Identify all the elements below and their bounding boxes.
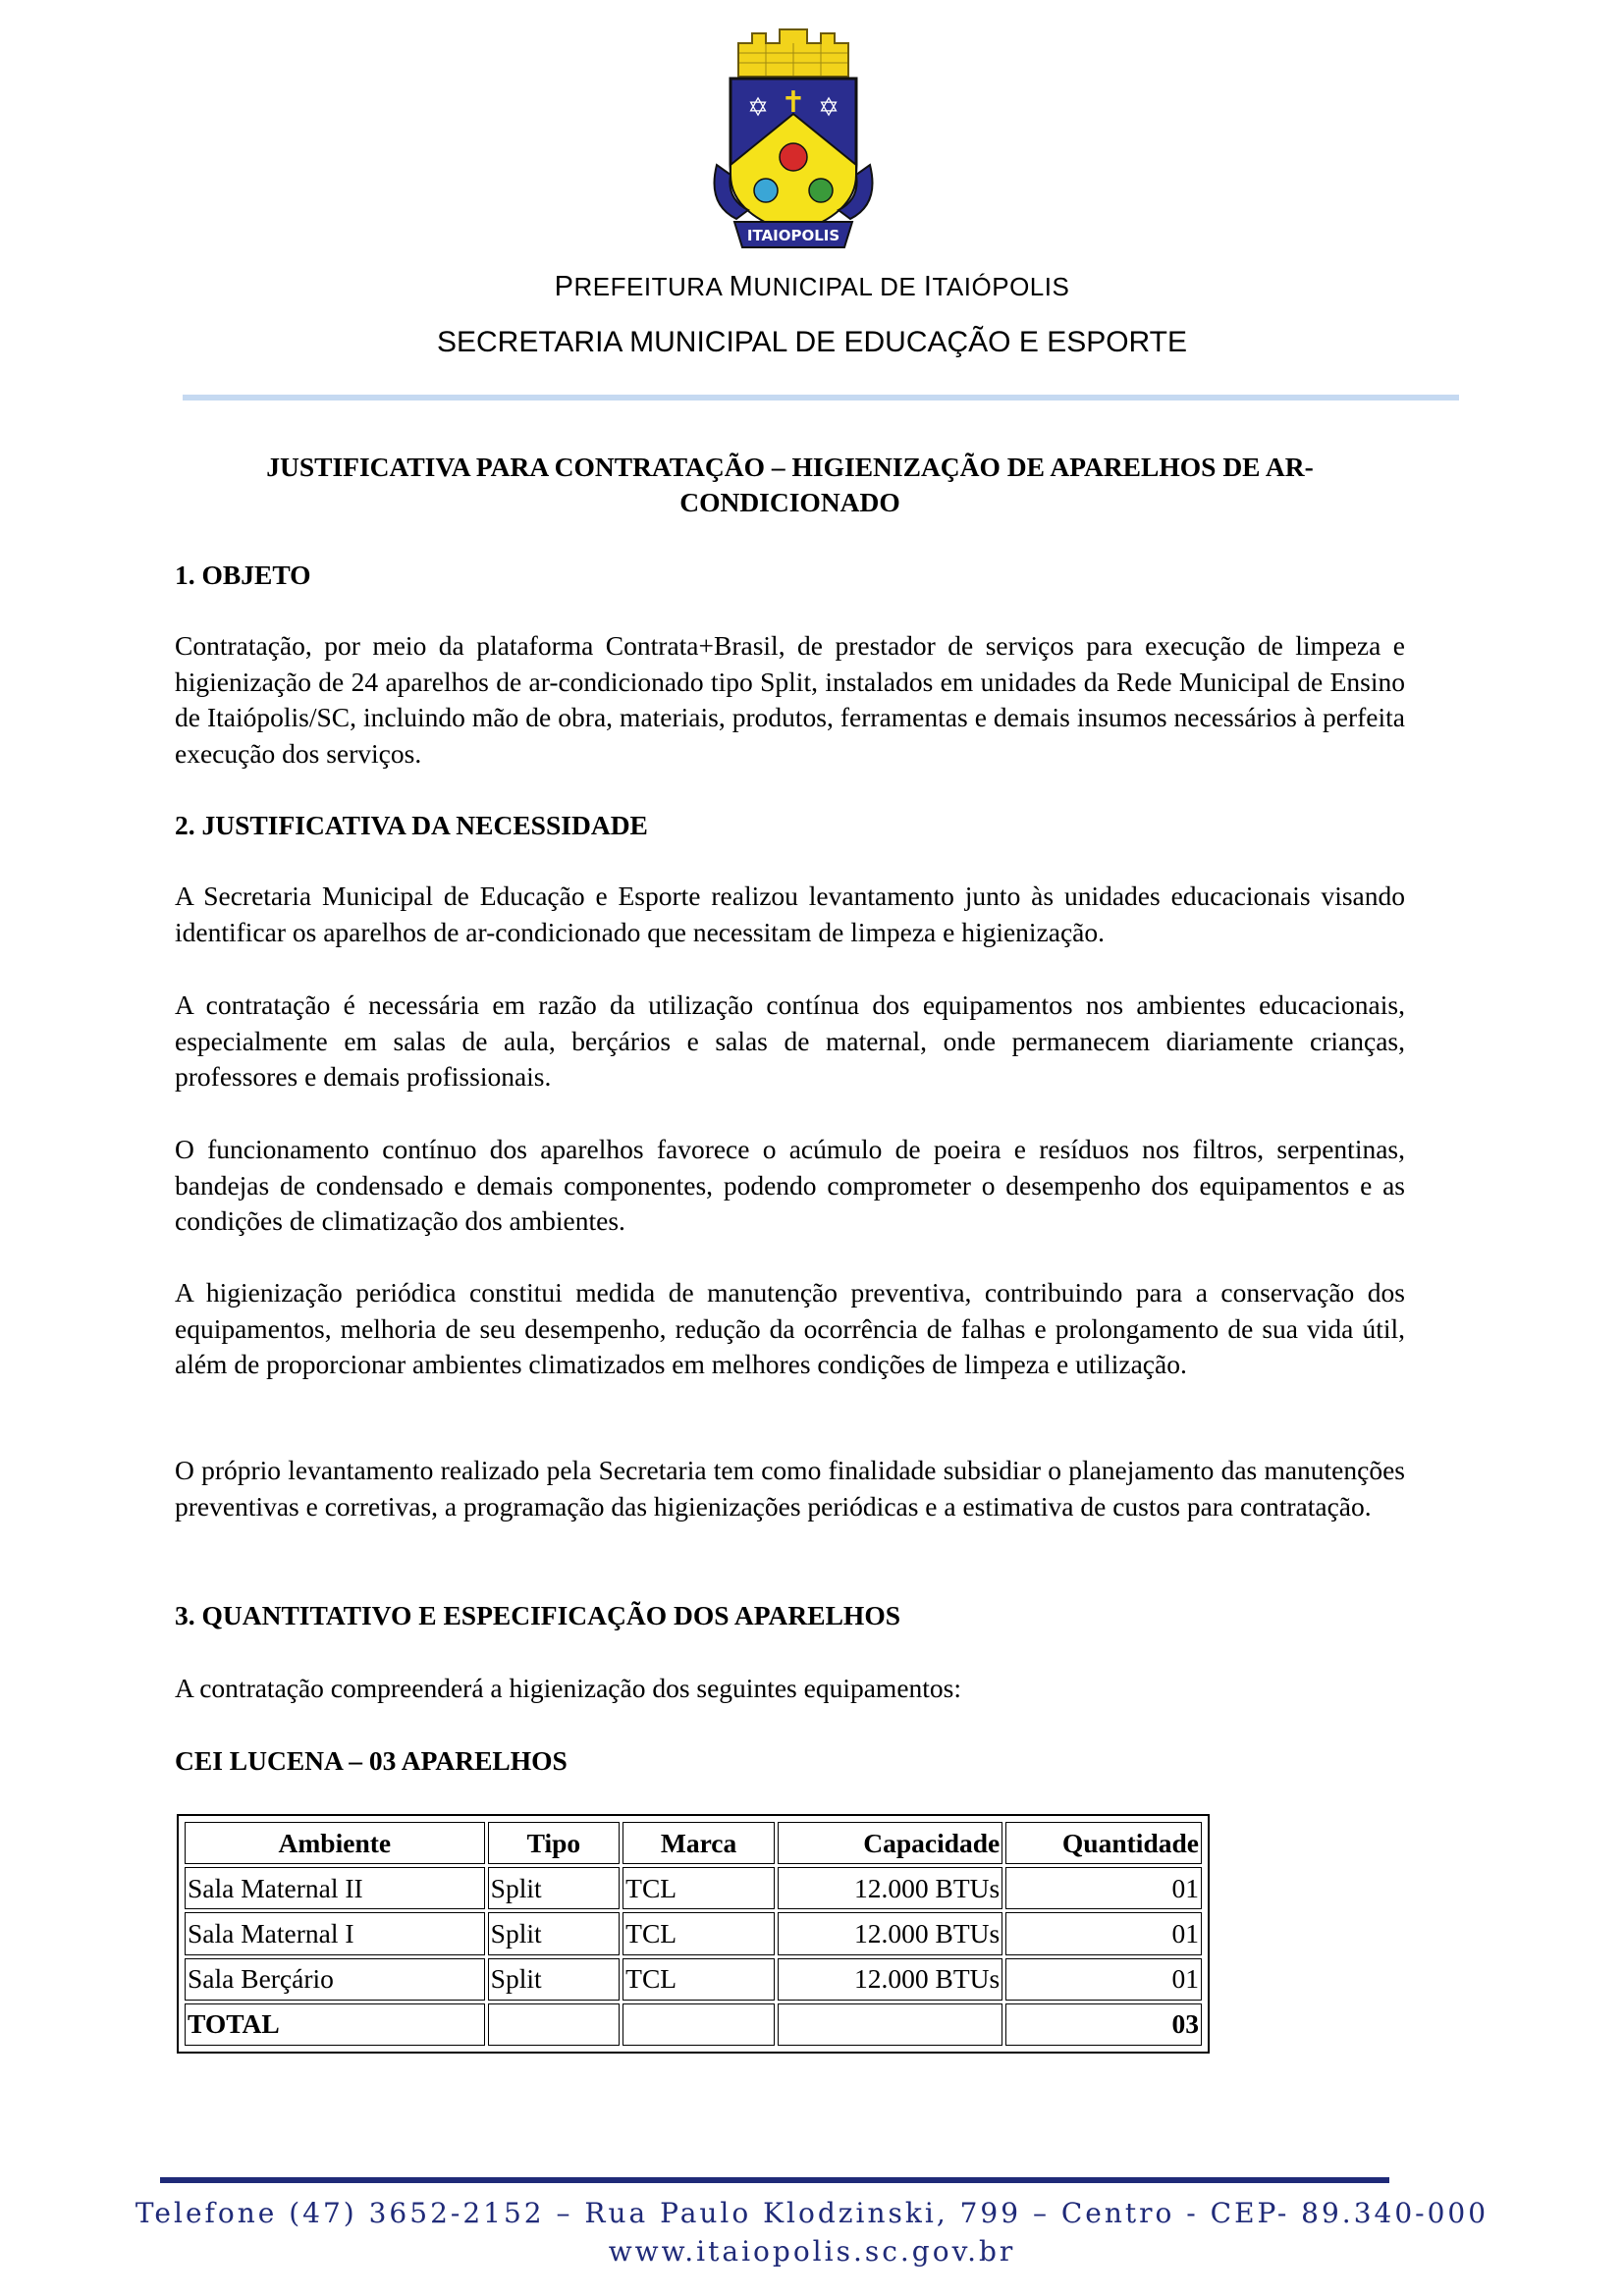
svg-text:✝: ✝ — [781, 85, 806, 120]
cell-quantidade: 01 — [1005, 1867, 1202, 1909]
cell-capacidade: 12.000 BTUs — [778, 1912, 1002, 1954]
section-2-paragraph-2: A contratação é necessária em razão da utilização contínua dos equipamentos nos ambientes educacionais, especialmente em salas de aula, berçários e salas de maternal, onde permanecem diariamente crianças, professores e demais profissionais. — [175, 989, 1405, 1092]
organization-name-part: UNICIPAL DE — [753, 272, 924, 301]
header-department: SECRETARIA MUNICIPAL DE EDUCAÇÃO E ESPORTE — [436, 326, 1188, 358]
header-divider — [183, 395, 1459, 400]
cell-quantidade: 01 — [1005, 1912, 1202, 1954]
section-2-paragraph-3: O funcionamento contínuo dos aparelhos favorece o acúmulo de poeira e resíduos nos filtros, serpentinas, bandejas de condensado e demais componentes, podendo comprometer o desempenho dos equipamentos e as condições de climatização dos ambientes. — [175, 1134, 1405, 1236]
header-organization — [0, 271, 1624, 303]
column-header-tipo: Tipo — [488, 1822, 620, 1864]
organization-name-part: P — [554, 271, 574, 302]
table-header-row — [185, 1822, 1202, 1864]
table-row — [185, 1867, 1202, 1909]
coat-of-arms-logo — [697, 18, 890, 251]
cell-quantidade: 01 — [1005, 1958, 1202, 2001]
cell-ambiente: Sala Berçário — [185, 1958, 485, 2001]
cell-tipo: Split — [488, 1867, 620, 1909]
column-header-quantidade: Quantidade — [1005, 1822, 1202, 1864]
column-header-marca: Marca — [623, 1822, 775, 1864]
section-2-paragraph-4: A higienização periódica constitui medida de manutenção preventiva, contribuindo para a conservação dos equipamentos, melhoria de seu desempenho, redução da ocorrência de falhas e prolongamento de sua vida útil, além de proporcionar ambientes climatizados em melhores condições de limpeza e utilização. — [175, 1277, 1405, 1379]
cell-ambiente: Sala Maternal I — [185, 1912, 485, 1954]
footer-divider — [160, 2177, 1389, 2183]
section-1-paragraph: Contratação, por meio da plataforma Contrata+Brasil, de prestador de serviços para execução de limpeza e higienização de 24 aparelhos de ar-condicionado tipo Split, instalados em unidades da Rede Municipal de Ensino de Itaiópolis/SC, incluindo mão de obra, materiais, produtos, ferramentas e demais insumos necessários à perfeita execução dos serviços. — [175, 630, 1405, 769]
total-empty-cell — [778, 2003, 1002, 2046]
cell-marca: TCL — [623, 1912, 775, 1954]
cell-capacidade: 12.000 BTUs — [778, 1958, 1002, 2001]
cell-tipo: Split — [488, 1958, 620, 2001]
unit-heading: CEI LUCENA – 03 APARELHOS — [175, 1745, 568, 1776]
organization-name — [555, 272, 1070, 301]
table-total-row — [185, 2003, 1202, 2046]
equipment-table-frame — [177, 1814, 1210, 2054]
section-3-heading: 3. QUANTITATIVO E ESPECIFICAÇÃO DOS APARELHOS — [175, 1600, 901, 1630]
cell-ambiente: Sala Maternal II — [185, 1867, 485, 1909]
organization-name-part: REFEITURA — [573, 272, 730, 301]
svg-text:✡: ✡ — [818, 93, 839, 123]
section-2-paragraph-1: A Secretaria Municipal de Educação e Esporte realizou levantamento junto às unidades educacionais visando identificar os aparelhos de ar-condicionado que necessitam de limpeza e higienização. — [175, 881, 1405, 947]
organization-name-part: I — [923, 271, 933, 302]
section-2-paragraph-5: O próprio levantamento realizado pela Secretaria tem como finalidade subsidiar o planejamento das manutenções preventivas e corretivas, a programação das higienizações periódicas e a estimativa de custos para contratação. — [175, 1455, 1405, 1522]
cell-capacidade: 12.000 BTUs — [778, 1867, 1002, 1909]
column-header-capacidade: Capacidade — [778, 1822, 1002, 1864]
table-row — [185, 1958, 1202, 2001]
section-2-heading: 2. JUSTIFICATIVA DA NECESSIDADE — [175, 810, 648, 840]
cell-marca: TCL — [623, 1958, 775, 2001]
cell-marca: TCL — [623, 1867, 775, 1909]
section-1-heading: 1. OBJETO — [175, 560, 311, 590]
table-row — [185, 1912, 1202, 1954]
equipment-table — [182, 1819, 1205, 2049]
organization-name-part: M — [729, 271, 754, 302]
total-label: TOTAL — [185, 2003, 485, 2046]
total-quantidade: 03 — [1005, 2003, 1202, 2046]
total-empty-cell — [488, 2003, 620, 2046]
svg-text:✡: ✡ — [747, 93, 769, 123]
column-header-ambiente: Ambiente — [185, 1822, 485, 1864]
cell-tipo: Split — [488, 1912, 620, 1954]
footer-contact: Telefone (47) 3652-2152 – Rua Paulo Klodzinski, 799 – Centro - CEP- 89.340-000 — [135, 2197, 1489, 2229]
crest-banner-text: ITAIOPOLIS — [746, 227, 840, 244]
organization-name-part: TAIÓPOLIS — [932, 272, 1070, 301]
document-title: JUSTIFICATIVA PARA CONTRATAÇÃO – HIGIENIZAÇÃO DE APARELHOS DE AR-CONDICIONADO — [266, 452, 1314, 517]
footer-website: www.itaiopolis.sc.gov.br — [608, 2235, 1016, 2268]
total-empty-cell — [623, 2003, 775, 2046]
section-3-intro: A contratação compreenderá a higienização dos seguintes equipamentos: — [175, 1673, 962, 1703]
